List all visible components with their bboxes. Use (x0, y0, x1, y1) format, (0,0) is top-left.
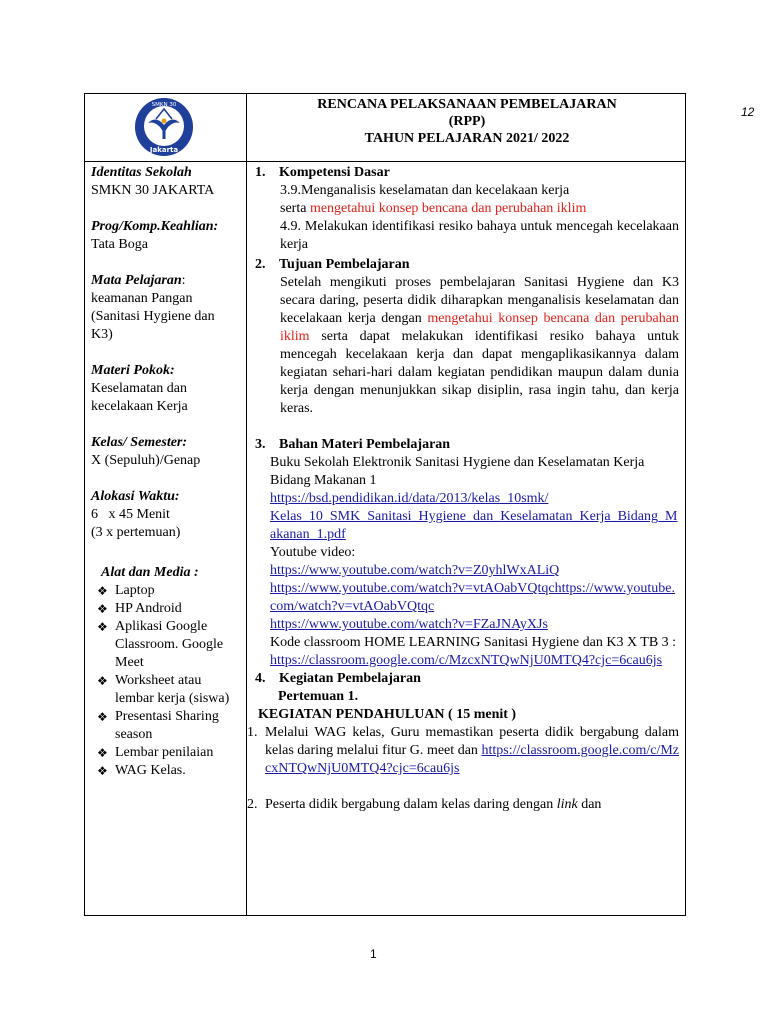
alokasi-value-2: (3 x pertemuan) (91, 525, 181, 540)
kelas-value: X (Sepuluh)/Genap (91, 453, 201, 468)
title-line-3: TAHUN PELAJARAN 2021/ 2022 (364, 131, 570, 146)
bsd-link[interactable]: https://bsd.pendidikan.id/data/2013/kelas_10smk/ (270, 491, 549, 506)
highlight-bencana: mengetahui konsep bencana dan perubahan iklim (309, 201, 587, 216)
materi-label: Materi Pokok: (91, 363, 175, 378)
identitas-value: SMKN 30 JAKARTA (91, 183, 215, 198)
classroom-link-2[interactable]: https://classroom.google.com/c/MzcxNTQwNjU0MTQ4?cjc=6cau6js (265, 743, 679, 776)
media-item-text: WAG Kelas. (115, 763, 186, 778)
school-logo (134, 97, 194, 157)
content-column (247, 164, 679, 814)
media-item-text: Presentasi Sharing season (115, 709, 219, 742)
media-item (97, 762, 241, 780)
kegiatan-item-1: 1. Melalui WAG kelas, Guru memastikan peserta didik bergabung dalam kelas daring melalui fitur G. meet dan https://classroom.google.com/c/MzcxNTQwNjU0MTQ4?cjc=6cau6js (247, 725, 679, 776)
materi-value-1: Keselamatan dan (91, 381, 188, 396)
media-item (97, 672, 241, 708)
identity-column (91, 164, 241, 780)
youtube-label: Youtube video: (270, 545, 356, 560)
youtube-link-3[interactable]: https://www.youtube.com/watch?v=FZaJNAyXJs (270, 617, 548, 632)
media-label: Alat dan Media : (101, 565, 199, 580)
classroom-link[interactable]: https://classroom.google.com/c/MzcxNTQwNjU0MTQ4?cjc=6cau6js (270, 653, 663, 668)
section-tujuan-heading: 2. Tujuan Pembelajaran (255, 257, 410, 272)
header-divider (85, 161, 685, 162)
document-title (247, 96, 687, 147)
tujuan-paragraph: Setelah mengikuti proses pembelajaran Sanitasi Hygiene dan K3 secara daring, peserta didik diharapkan menganalisis keselamatan dan kecelakaan kerja dengan mengetahui konsep bencana dan perubahan iklim serta dapat melakukan identifikasi resiko bahaya untuk mencegah kecelakaan kerja dan dapat mengaplikasikannya dalam kegiatan sehari-hari dalam kegiatan pendidikan maupun dalam dunia kerja dengan menunjukkan sikap disiplin, rasa ingin tahu, dan kerja keras. (280, 275, 679, 416)
diamond-bullet-icon: ❖ (97, 602, 108, 616)
diamond-bullet-icon: ❖ (97, 710, 108, 724)
rpp-table (84, 93, 686, 916)
section-bahan-heading: 3. Bahan Materi Pembelajaran (255, 437, 451, 452)
classroom-code-label: Kode classroom HOME LEARNING Sanitasi Hygiene dan K3 X TB 3 : (270, 635, 677, 650)
pendahuluan-label: KEGIATAN PENDAHULUAN ( 15 menit ) (258, 707, 517, 722)
title-line-2: (RPP) (448, 114, 486, 129)
logo-top-text: SMKN 30 (151, 102, 177, 108)
mapel-label: Mata Pelajaran (91, 273, 182, 288)
mapel-value-2: (Sanitasi Hygiene dan (91, 309, 215, 324)
kegiatan-list (247, 724, 679, 814)
media-item-text: Aplikasi Google Classroom. Google Meet (115, 619, 224, 670)
section-kompetensi-heading: 1. Kompetensi Dasar (255, 165, 390, 180)
media-item-text: HP Android (115, 601, 182, 616)
logo-bottom-text: Jakarta (149, 146, 179, 154)
alokasi-label: Alokasi Waktu: (91, 489, 180, 504)
kd-3-9-cont: serta mengetahui konsep bencana dan perubahan iklim (280, 201, 587, 216)
kegiatan-item-2: 2. Peserta didik bergabung dalam kelas daring dengan link dan (247, 797, 602, 812)
media-item (97, 582, 241, 600)
prog-value: Tata Boga (91, 237, 148, 252)
kd-3-9: 3.9.Menganalisis keselamatan dan kecelakaan kerja (280, 183, 570, 198)
media-item-text: Laptop (115, 583, 155, 598)
title-line-1: RENCANA PELAKSANAAN PEMBELAJARAN (317, 97, 617, 112)
mapel-value-3: K3) (91, 327, 113, 342)
pdf-link[interactable]: Kelas_10_SMK_Sanitasi_Hygiene_dan_Keselamatan_Kerja_Bidang_Makanan_1.pdf (270, 509, 678, 542)
materi-value-2: kecelakaan Kerja (91, 399, 188, 414)
identitas-label: Identitas Sekolah (91, 165, 192, 180)
bahan-content (270, 454, 679, 670)
diamond-bullet-icon: ❖ (97, 584, 108, 598)
media-list (97, 582, 241, 780)
diamond-bullet-icon: ❖ (97, 746, 108, 760)
mapel-colon: : (181, 273, 186, 288)
alokasi-value-1: 6 x 45 Menit (91, 507, 170, 522)
media-item (97, 744, 241, 762)
bahan-book: Buku Sekolah Elektronik Sanitasi Hygiene dan Keselamatan Kerja Bidang Makanan 1 (270, 455, 645, 488)
media-item (97, 708, 241, 744)
youtube-link-1[interactable]: https://www.youtube.com/watch?v=Z0yhlWxALiQ (270, 563, 560, 578)
media-item (97, 618, 241, 672)
media-item (97, 600, 241, 618)
footer-page-number: 1 (370, 947, 377, 961)
prog-label: Prog/Komp.Keahlian: (91, 219, 219, 234)
media-item-text: Worksheet atau lembar kerja (siswa) (115, 673, 230, 706)
section-kegiatan-heading: 4. Kegiatan Pembelajaran (255, 671, 421, 686)
kd-4-9: 4.9. Melakukan identifikasi resiko bahaya untuk mencegah kecelakaan kerja (280, 219, 679, 252)
media-item-text: Lembar penilaian (115, 745, 214, 760)
side-page-number: 12 (741, 105, 755, 119)
youtube-link-2[interactable]: https://www.youtube.com/watch?v=vtAOabVQtqchttps://www.youtube.com/watch?v=vtAOabVQtqc (270, 581, 676, 614)
diamond-bullet-icon: ❖ (97, 674, 108, 688)
pertemuan-label: Pertemuan 1. (278, 689, 359, 704)
diamond-bullet-icon: ❖ (97, 764, 108, 778)
mapel-value-1: keamanan Pangan (91, 291, 193, 306)
highlight-bencana-2: mengetahui konsep bencana dan perubahan iklim (280, 311, 679, 344)
kelas-label: Kelas/ Semester: (91, 435, 188, 450)
diamond-bullet-icon: ❖ (97, 620, 108, 634)
